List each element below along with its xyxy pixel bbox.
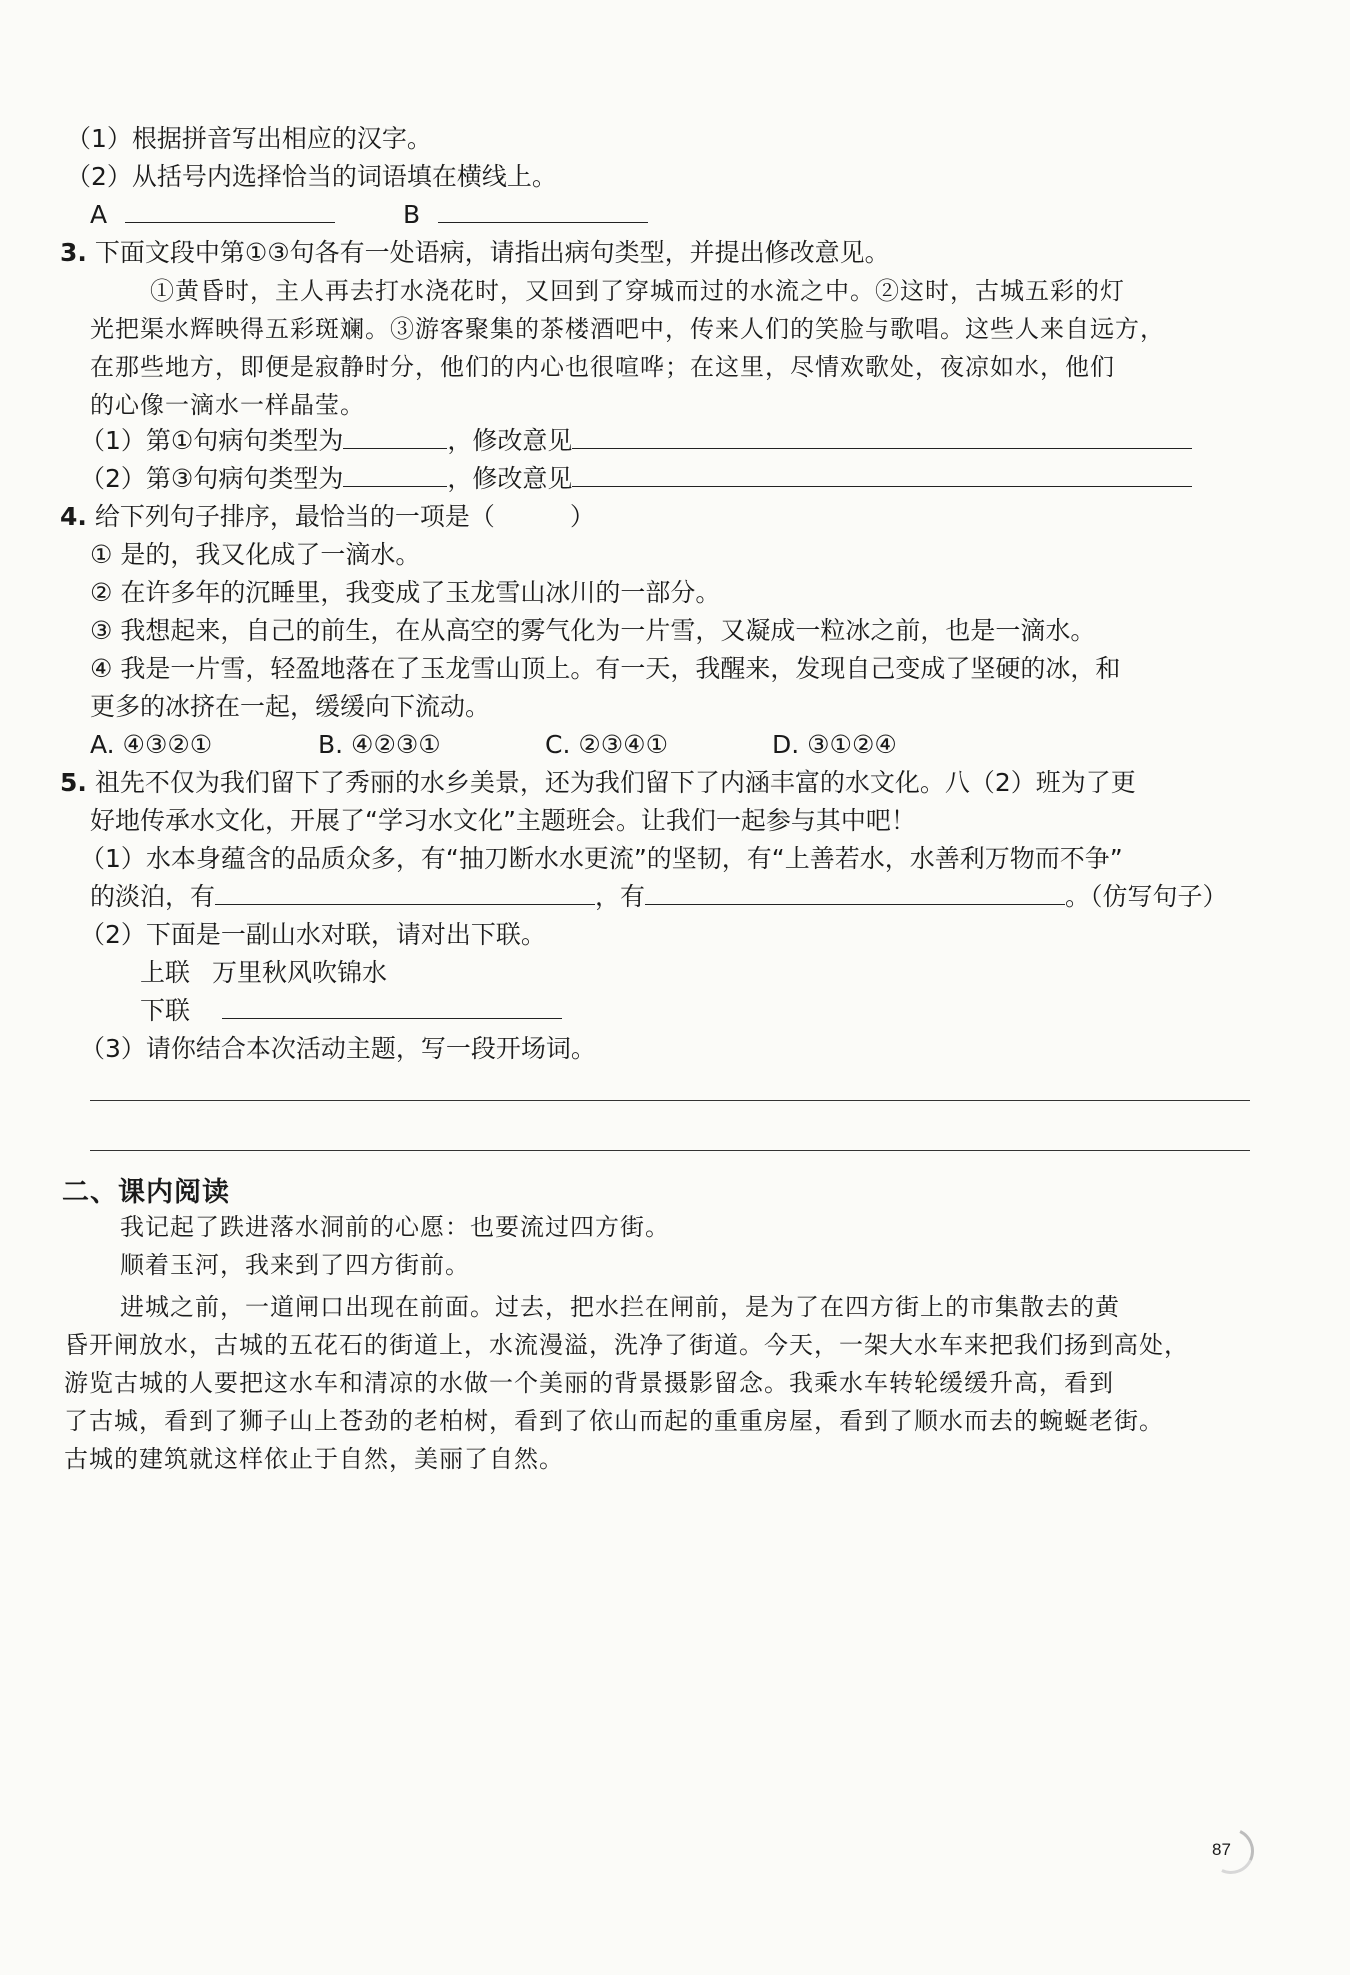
passage-line: 的心像一滴水一样晶莹。 xyxy=(90,391,365,419)
reading-paragraph: 昏开闸放水，古城的五花石的街道上，水流漫溢，洗净了街道。今天，一架大水车来把我们扬到高处， xyxy=(64,1331,1189,1359)
prev-sub2: （2）从括号内选择恰当的词语填在横线上。 xyxy=(66,162,557,191)
reading-paragraph: 进城之前，一道闸口出现在前面。过去，把水拦在闸前，是为了在四方街上的市集散去的黄 xyxy=(120,1293,1120,1321)
upper-couplet-label: 上联 xyxy=(140,958,191,987)
upper-couplet xyxy=(140,956,387,990)
writing-line-2[interactable] xyxy=(90,1150,1250,1151)
ordering-item: ③ 我想起来，自己的前生，在从高空的雾气化为一片雪，又凝成一粒冰之前，也是一滴水。 xyxy=(90,616,1096,645)
blank-b-label: B xyxy=(403,200,421,229)
reading-paragraph: 古城的建筑就这样依止于自然，美丽了自然。 xyxy=(64,1445,564,1473)
q5-sub3: （3）请你结合本次活动主题，写一段开场词。 xyxy=(80,1034,596,1063)
question-prompt: 下面文段中第①③句各有一处语病，请指出病句类型，并提出修改意见。 xyxy=(94,238,890,267)
lower-couplet xyxy=(140,994,562,1028)
ordering-item: ② 在许多年的沉睡里，我变成了玉龙雪山冰川的一部分。 xyxy=(90,578,721,607)
question-5 xyxy=(60,766,1136,800)
question-prompt: 给下列句子排序，最恰当的一项是（ ） xyxy=(94,502,595,531)
question-prompt-cont: 好地传承水文化，开展了“学习水文化”主题班会。让我们一起参与其中吧！ xyxy=(90,806,916,835)
question-number: 3. xyxy=(60,238,87,267)
q5-sub2: （2）下面是一副山水对联，请对出下联。 xyxy=(80,920,546,949)
q3-sub2-label: （2）第③句病句类型为 xyxy=(80,464,344,493)
q3-sub1 xyxy=(80,424,1192,458)
lower-couplet-label: 下联 xyxy=(140,996,191,1025)
answer-blank-row xyxy=(90,198,648,232)
revision-blank-2[interactable] xyxy=(572,462,1192,487)
lower-couplet-blank[interactable] xyxy=(222,994,562,1019)
ordering-item: ④ 我是一片雪，轻盈地落在了玉龙雪山顶上。有一天，我醒来，发现自己变成了坚硬的冰，和 xyxy=(90,654,1121,683)
q3-sub2 xyxy=(80,462,1192,496)
q3-sub1-label-b: ，修改意见 xyxy=(447,426,573,455)
passage-line: 光把渠水辉映得五彩斑斓。③游客聚集的茶楼酒吧中，传来人们的笑脸与歌唱。这些人来自远方， xyxy=(90,315,1165,343)
sentence-type-blank-2[interactable] xyxy=(343,462,447,487)
page-corner-arc-icon xyxy=(1202,1822,1261,1881)
q5-sub1-cont xyxy=(90,880,1228,914)
q3-sub2-label-b: ，修改意见 xyxy=(447,464,573,493)
ordering-item: ① 是的，我又化成了一滴水。 xyxy=(90,540,421,569)
reading-paragraph: 游览古城的人要把这水车和清凉的水做一个美丽的背景摄影留念。我乘水车转轮缓缓升高，看到 xyxy=(64,1369,1114,1397)
blank-b[interactable] xyxy=(438,198,648,223)
choice-a[interactable]: A. ④③②① xyxy=(90,730,213,759)
imitation-blank-1[interactable] xyxy=(215,880,595,905)
blank-a-label: A xyxy=(90,200,108,229)
reading-paragraph: 了古城，看到了狮子山上苍劲的老柏树，看到了依山而起的重重房屋，看到了顺水而去的蜿蜒老街。 xyxy=(64,1407,1164,1435)
question-4 xyxy=(60,500,595,534)
blank-a[interactable] xyxy=(125,198,335,223)
reading-paragraph: 我记起了跌进落水洞前的心愿：也要流过四方街。 xyxy=(120,1213,670,1241)
choice-d[interactable]: D. ③①②④ xyxy=(772,730,897,759)
reading-paragraph: 顺着玉河，我来到了四方街前。 xyxy=(120,1251,470,1279)
writing-line-1[interactable] xyxy=(90,1100,1250,1101)
question-prompt: 祖先不仅为我们留下了秀丽的水乡美景，还为我们留下了内涵丰富的水文化。八（2）班为了更 xyxy=(94,768,1136,797)
q5-sub1-text-c: 。（仿写句子） xyxy=(1065,882,1228,911)
revision-blank-1[interactable] xyxy=(572,424,1192,449)
question-number: 4. xyxy=(60,502,87,531)
question-3 xyxy=(60,236,890,270)
sentence-type-blank-1[interactable] xyxy=(343,424,447,449)
q5-sub1-text-a: 的淡泊，有 xyxy=(90,882,216,911)
choice-c[interactable]: C. ②③④① xyxy=(545,730,668,759)
choice-b[interactable]: B. ④②③① xyxy=(318,730,441,759)
prev-sub1: （1）根据拼音写出相应的汉字。 xyxy=(66,124,432,153)
passage-line: ①黄昏时，主人再去打水浇花时，又回到了穿城而过的水流之中。②这时，古城五彩的灯 xyxy=(150,277,1125,305)
ordering-item: 更多的冰挤在一起，缓缓向下流动。 xyxy=(90,692,491,721)
question-number: 5. xyxy=(60,768,87,797)
passage-line: 在那些地方，即便是寂静时分，他们的内心也很喧哗；在这里，尽情欢歌处，夜凉如水，他们 xyxy=(90,353,1115,381)
upper-couplet-text: 万里秋风吹锦水 xyxy=(211,958,387,987)
imitation-blank-2[interactable] xyxy=(645,880,1065,905)
q3-sub1-label: （1）第①句病句类型为 xyxy=(80,426,344,455)
q5-sub1-text-b: ，有 xyxy=(595,882,646,911)
page-number: 87 xyxy=(1212,1840,1231,1859)
q5-sub1: （1）水本身蕴含的品质众多，有“抽刀断水水更流”的坚韧，有“上善若水，水善利万物而不争” xyxy=(80,844,1123,873)
section-title: 二、课内阅读 xyxy=(62,1177,230,1208)
